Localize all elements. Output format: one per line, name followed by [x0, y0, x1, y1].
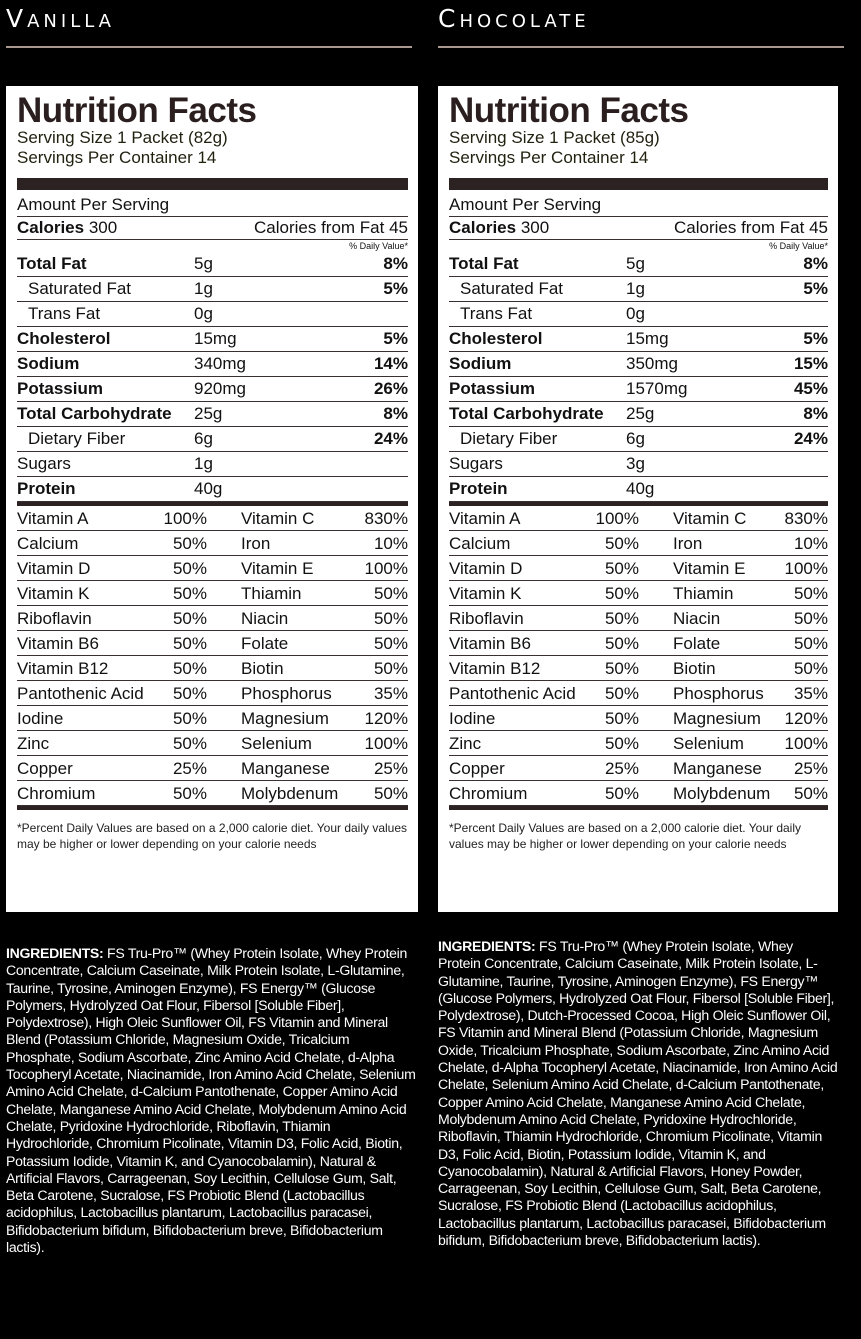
nutrient-row: [17, 377, 408, 402]
nutrient-amount: 920mg: [194, 379, 246, 398]
calories-value: 300: [520, 218, 550, 237]
nutrient-daily-value: 15%: [793, 354, 828, 373]
thick-divider: [449, 178, 828, 190]
vitamin-name: Iodine: [449, 709, 496, 728]
vitamin-row: [17, 581, 408, 606]
vitamin-name: Magnesium: [673, 709, 761, 728]
vitamin-name: Biotin: [673, 659, 716, 678]
vitamin-name: Calcium: [449, 534, 511, 553]
nutrient-row: [17, 427, 408, 452]
vitamin-name: Vitamin D: [449, 559, 523, 578]
vitamin-name: Chromium: [17, 784, 96, 803]
nutrient-daily-value: 8%: [803, 404, 828, 423]
nutrient-amount: 1g: [626, 279, 645, 298]
nutrient-name: Potassium: [449, 379, 535, 398]
nutrient-row: [449, 302, 828, 327]
vitamin-name: Riboflavin: [449, 609, 524, 628]
nutrient-amount: 15mg: [626, 329, 669, 348]
nutrient-name: Trans Fat: [28, 304, 101, 323]
vitamin-name: Copper: [449, 759, 505, 778]
vitamin-name: Iodine: [17, 709, 64, 728]
calories-from-fat: Calories from Fat 45: [674, 218, 828, 237]
ingredients: [438, 938, 838, 1249]
vitamin-row: [449, 731, 828, 756]
vanilla-column: [0, 0, 420, 1339]
vitamin-row: [449, 706, 828, 731]
nutrition-facts-panel: [438, 86, 838, 912]
vitamin-name: Folate: [241, 634, 289, 653]
footnote: *Percent Daily Values are based on a 2,000 calorie diet. Your daily values may be higher or lower depending on your calorie needs: [17, 821, 408, 851]
vitamin-name: Phosphorus: [241, 684, 332, 703]
amount-per-serving: Amount Per Serving: [17, 194, 408, 217]
vitamin-name: Vitamin C: [673, 509, 747, 528]
ingredients-text: FS Tru-Pro™ (Whey Protein Isolate, Whey Protein Concentrate, Calcium Caseinate, Milk Protein Isolate, L-Glutamine, Taurine, Tyrosine, Aminogen Enzyme), FS Energy™ (Glucose Polymers, Hydrolyzed Oat Flour, Fibersol [Soluble Fiber], Polydextrose), Dutch-Processed Cocoa, High Oleic Sunflower Oil, FS Vitamin and Mineral Blend (Potassium Chloride, Magnesium Oxide, Tricalcium Phosphate, Sodium Ascorbate, Zinc Amino Acid Chelate, d-Alpha Tocopheryl Acetate, Niacinamide, Iron Amino Acid Chelate, Selenium Amino Acid Chelate, d-Calcium Pantothenate, Copper Amino Acid Chelate, Manganese Amino Acid Chelate, Molybdenum Amino Acid Chelate, Pyridoxine Hydrochloride, Riboflavin, Thiamin Hydrochloride, Chromium Picolinate, Vitamin D3, Folic Acid, Biotin, Potassium Iodide, Vitamin K, and Cyanocobalamin), Natural & Artificial Flavors, Honey Powder, Carrageenan, Soy Lecithin, Cellulose Gum, Salt, Beta Carotene, Sucralose, FS Probiotic Blend (Lactobacillus acidophilus, Lactobacillus plantarum, Lactobacillus paracasei, Bifidobacterium bifidum, Bifidobacterium breve, Bifidobacterium lactis).: [438, 938, 838, 1249]
nutrition-facts-title: Nutrition Facts: [449, 91, 689, 130]
vitamin-percent: 50%: [373, 659, 408, 678]
nutrient-name: Sugars: [449, 454, 503, 473]
vitamin-row: [449, 656, 828, 681]
vitamin-name: Copper: [17, 759, 73, 778]
vitamin-row: [17, 631, 408, 656]
vitamin-list: [449, 506, 828, 806]
vitamin-percent: 25%: [604, 759, 639, 778]
nutrient-amount: 15mg: [194, 329, 237, 348]
nutrient-daily-value: 5%: [383, 279, 408, 298]
chocolate-column: [432, 0, 852, 1339]
nutrition-facts-title: Nutrition Facts: [17, 91, 257, 130]
vitamin-percent: 50%: [172, 684, 207, 703]
vitamin-row: [17, 506, 408, 531]
nutrient-row: [449, 377, 828, 402]
vitamin-row: [17, 556, 408, 581]
vitamin-name: Molybdenum: [241, 784, 339, 803]
nutrient-row: [17, 302, 408, 327]
vitamin-name: Vitamin K: [17, 584, 90, 603]
nutrient-amount: 3g: [626, 454, 645, 473]
vitamin-row: [449, 581, 828, 606]
vitamin-percent: 50%: [172, 734, 207, 753]
calories-row: [17, 217, 408, 239]
flavor-heading: Chocolate: [438, 4, 590, 33]
vitamin-name: Zinc: [449, 734, 482, 753]
vitamin-percent: 830%: [784, 509, 828, 528]
servings-per-container: Servings Per Container 14: [17, 148, 217, 167]
nutrient-name: Protein: [449, 479, 508, 498]
vitamin-name: Vitamin C: [241, 509, 315, 528]
vitamin-name: Chromium: [449, 784, 528, 803]
vitamin-name: Vitamin A: [449, 509, 521, 528]
nutrient-daily-value: 5%: [803, 279, 828, 298]
nutrient-name: Dietary Fiber: [28, 429, 126, 448]
nutrient-name: Total Fat: [449, 254, 519, 273]
nutrient-row: [449, 352, 828, 377]
nutrient-name: Total Carbohydrate: [17, 404, 172, 423]
vitamin-percent: 50%: [604, 634, 639, 653]
vitamin-row: [449, 681, 828, 706]
vitamin-percent: 50%: [373, 784, 408, 803]
nutrient-row: [449, 402, 828, 427]
nutrient-amount: 1g: [194, 279, 213, 298]
vitamin-name: Niacin: [241, 609, 289, 628]
nutrient-amount: 1g: [194, 454, 213, 473]
vitamin-name: Manganese: [673, 759, 762, 778]
nutrient-row: [17, 252, 408, 277]
vitamin-percent: 50%: [172, 784, 207, 803]
vitamin-percent: 50%: [373, 609, 408, 628]
vitamin-row: [449, 781, 828, 806]
ingredients-label: INGREDIENTS:: [438, 938, 536, 954]
ingredients: [6, 945, 416, 1256]
vitamin-percent: 10%: [373, 534, 408, 553]
nutrient-name: Saturated Fat: [460, 279, 564, 298]
calories-row: [449, 217, 828, 239]
vitamin-row: [17, 656, 408, 681]
vitamin-percent: 120%: [784, 709, 828, 728]
nutrient-daily-value: 8%: [383, 254, 408, 273]
nutrient-daily-value: 45%: [793, 379, 828, 398]
nutrient-amount: 1570mg: [626, 379, 688, 398]
nutrient-name: Cholesterol: [449, 329, 543, 348]
nutrient-row: [449, 452, 828, 477]
nutrient-name: Cholesterol: [17, 329, 111, 348]
heading-divider: [6, 46, 412, 48]
vitamin-name: Vitamin K: [449, 584, 522, 603]
calories-from-fat: Calories from Fat 45: [254, 218, 408, 237]
nutrient-name: Sodium: [449, 354, 512, 373]
nutrient-daily-value: 8%: [803, 254, 828, 273]
vitamin-percent: 50%: [172, 609, 207, 628]
vitamin-name: Calcium: [17, 534, 79, 553]
nutrient-amount: 25g: [194, 404, 223, 423]
nutrient-amount: 5g: [626, 254, 645, 273]
nutrient-name: Dietary Fiber: [460, 429, 558, 448]
calories-label: Calories: [449, 218, 517, 237]
vitamin-percent: 10%: [793, 534, 828, 553]
vitamin-percent: 100%: [784, 734, 828, 753]
vitamin-percent: 50%: [604, 584, 639, 603]
vitamin-percent: 830%: [364, 509, 408, 528]
vitamin-percent: 50%: [172, 584, 207, 603]
nutrient-row: [449, 327, 828, 352]
vitamin-percent: 50%: [172, 559, 207, 578]
vitamin-name: Zinc: [17, 734, 50, 753]
nutrient-name: Sugars: [17, 454, 71, 473]
nutrient-amount: 350mg: [626, 354, 678, 373]
serving-size: Serving Size 1 Packet (82g): [17, 128, 228, 147]
vitamin-row: [449, 631, 828, 656]
nutrient-amount: 25g: [626, 404, 655, 423]
vitamin-percent: 25%: [793, 759, 828, 778]
vitamin-percent: 50%: [604, 559, 639, 578]
vitamin-percent: 35%: [373, 684, 408, 703]
vitamin-name: Vitamin B6: [449, 634, 531, 653]
ingredients-text: FS Tru-Pro™ (Whey Protein Isolate, Whey Protein Concentrate, Calcium Caseinate, Milk Protein Isolate, L-Glutamine, Taurine, Tyrosine, Aminogen Enzyme), FS Energy™ (Glucose Polymers, Hydrolyzed Oat Flour, Fibersol [Soluble Fiber], Polydextrose), High Oleic Sunflower Oil, FS Vitamin and Mineral Blend (Potassium Chloride, Magnesium Oxide, Tricalcium Phosphate, Sodium Ascorbate, Zinc Amino Acid Chelate, d-Alpha Tocopheryl Acetate, Niacinamide, Iron Amino Acid Chelate, Selenium Amino Acid Chelate, d-Calcium Pantothenate, Copper Amino Acid Chelate, Manganese Amino Acid Chelate, Molybdenum Amino Acid Chelate, Pyridoxine Hydrochloride, Riboflavin, Thiamin Hydrochloride, Chromium Picolinate, Vitamin D3, Folic Acid, Biotin, Potassium Iodide, Vitamin K, and Cyanocobalamin), Natural & Artificial Flavors, Carrageenan, Soy Lecithin, Cellulose Gum, Salt, Beta Carotene, Sucralose, FS Probiotic Blend (Lactobacillus acidophilus, Lactobacillus plantarum, Lactobacillus paracasei, Bifidobacterium bifidum, Bifidobacterium breve, Bifidobacterium lactis).: [6, 945, 416, 1256]
flavor-heading: Vanilla: [6, 4, 115, 33]
nutrient-daily-value: 26%: [373, 379, 408, 398]
nutrient-row: [17, 277, 408, 302]
nutrient-name: Total Fat: [17, 254, 87, 273]
vitamin-name: Phosphorus: [673, 684, 764, 703]
vitamin-name: Vitamin A: [17, 509, 89, 528]
medium-divider: [17, 806, 408, 810]
vitamin-name: Riboflavin: [17, 609, 92, 628]
nutrient-amount: 340mg: [194, 354, 246, 373]
vitamin-row: [17, 756, 408, 781]
nutrient-row: [17, 402, 408, 427]
nutrient-name: Trans Fat: [460, 304, 533, 323]
nutrient-daily-value: 14%: [373, 354, 408, 373]
nutrient-amount: 5g: [194, 254, 213, 273]
vitamin-row: [17, 606, 408, 631]
vitamin-row: [17, 731, 408, 756]
vitamin-percent: 50%: [373, 584, 408, 603]
vitamin-percent: 50%: [172, 659, 207, 678]
vitamin-percent: 50%: [604, 534, 639, 553]
nutrient-row: [449, 252, 828, 277]
nutrient-name: Saturated Fat: [28, 279, 132, 298]
vitamin-name: Selenium: [241, 734, 312, 753]
nutrient-name: Sodium: [17, 354, 80, 373]
nutrient-row: [17, 327, 408, 352]
vitamin-percent: 120%: [364, 709, 408, 728]
vitamin-name: Biotin: [241, 659, 284, 678]
vitamin-row: [449, 606, 828, 631]
vitamin-name: Iron: [673, 534, 703, 553]
vitamin-percent: 50%: [793, 634, 828, 653]
nutrient-row: [17, 452, 408, 477]
vitamin-name: Thiamin: [241, 584, 302, 603]
vitamin-percent: 50%: [172, 634, 207, 653]
nutrient-daily-value: 5%: [803, 329, 828, 348]
nutrient-daily-value: 5%: [383, 329, 408, 348]
vitamin-row: [449, 756, 828, 781]
nutrient-name: Potassium: [17, 379, 103, 398]
vitamin-percent: 50%: [793, 784, 828, 803]
nutrient-row: [17, 477, 408, 502]
vitamin-name: Molybdenum: [673, 784, 771, 803]
vitamin-percent: 50%: [604, 784, 639, 803]
vitamin-name: Pantothenic Acid: [449, 684, 576, 703]
vitamin-percent: 25%: [172, 759, 207, 778]
vitamin-percent: 50%: [604, 609, 639, 628]
nutrient-row: [449, 427, 828, 452]
vitamin-name: Niacin: [673, 609, 721, 628]
heading-divider: [438, 46, 844, 48]
vitamin-percent: 50%: [793, 609, 828, 628]
thick-divider: [17, 178, 408, 190]
vitamin-percent: 100%: [595, 509, 639, 528]
footnote: *Percent Daily Values are based on a 2,000 calorie diet. Your daily values may be higher or lower depending on your calorie needs: [449, 821, 802, 851]
nutrient-amount: 6g: [194, 429, 213, 448]
vitamin-row: [17, 706, 408, 731]
vitamin-percent: 50%: [793, 659, 828, 678]
amount-per-serving: Amount Per Serving: [449, 194, 828, 217]
vitamin-percent: 50%: [172, 709, 207, 728]
nutrient-list: [17, 252, 408, 502]
daily-value-header: % Daily Value*: [17, 239, 408, 252]
calories-label: Calories: [17, 218, 85, 237]
nutrient-amount: 40g: [194, 479, 223, 498]
vitamin-name: Vitamin D: [17, 559, 91, 578]
vitamin-name: Vitamin E: [673, 559, 746, 578]
vitamin-name: Vitamin B6: [17, 634, 99, 653]
vitamin-percent: 100%: [784, 559, 828, 578]
servings-per-container: Servings Per Container 14: [449, 148, 649, 167]
serving-size: Serving Size 1 Packet (85g): [449, 128, 660, 147]
vitamin-row: [449, 506, 828, 531]
vitamin-name: Thiamin: [673, 584, 734, 603]
vitamin-percent: 50%: [604, 709, 639, 728]
vitamin-name: Magnesium: [241, 709, 329, 728]
nutrient-row: [449, 477, 828, 502]
medium-divider: [449, 806, 828, 810]
vitamin-row: [449, 556, 828, 581]
daily-value-header: % Daily Value*: [449, 239, 828, 252]
nutrient-name: Protein: [17, 479, 76, 498]
vitamin-percent: 25%: [373, 759, 408, 778]
vitamin-percent: 100%: [364, 734, 408, 753]
vitamin-name: Vitamin B12: [17, 659, 109, 678]
nutrition-facts-panel: [6, 86, 418, 912]
vitamin-percent: 50%: [793, 584, 828, 603]
vitamin-row: [17, 681, 408, 706]
nutrient-amount: 0g: [194, 304, 213, 323]
vitamin-percent: 50%: [604, 684, 639, 703]
vitamin-name: Vitamin B12: [449, 659, 541, 678]
ingredients-label: INGREDIENTS:: [6, 945, 104, 961]
nutrient-list: [449, 252, 828, 502]
vitamin-name: Vitamin E: [241, 559, 314, 578]
vitamin-row: [17, 781, 408, 806]
nutrient-daily-value: 8%: [383, 404, 408, 423]
nutrient-daily-value: 24%: [373, 429, 408, 448]
nutrient-daily-value: 24%: [793, 429, 828, 448]
vitamin-name: Manganese: [241, 759, 330, 778]
vitamin-percent: 50%: [172, 534, 207, 553]
vitamin-name: Folate: [673, 634, 721, 653]
vitamin-name: Selenium: [673, 734, 744, 753]
vitamin-percent: 35%: [793, 684, 828, 703]
nutrient-amount: 40g: [626, 479, 655, 498]
nutrient-amount: 0g: [626, 304, 645, 323]
vitamin-list: [17, 506, 408, 806]
vitamin-name: Iron: [241, 534, 271, 553]
vitamin-percent: 50%: [604, 659, 639, 678]
nutrient-amount: 6g: [626, 429, 645, 448]
vitamin-percent: 50%: [373, 634, 408, 653]
nutrient-name: Total Carbohydrate: [449, 404, 604, 423]
vitamin-row: [449, 531, 828, 556]
vitamin-percent: 100%: [364, 559, 408, 578]
vitamin-percent: 50%: [604, 734, 639, 753]
vitamin-row: [17, 531, 408, 556]
vitamin-name: Pantothenic Acid: [17, 684, 144, 703]
vitamin-percent: 100%: [163, 509, 207, 528]
nutrient-row: [17, 352, 408, 377]
nutrient-row: [449, 277, 828, 302]
calories-value: 300: [88, 218, 118, 237]
